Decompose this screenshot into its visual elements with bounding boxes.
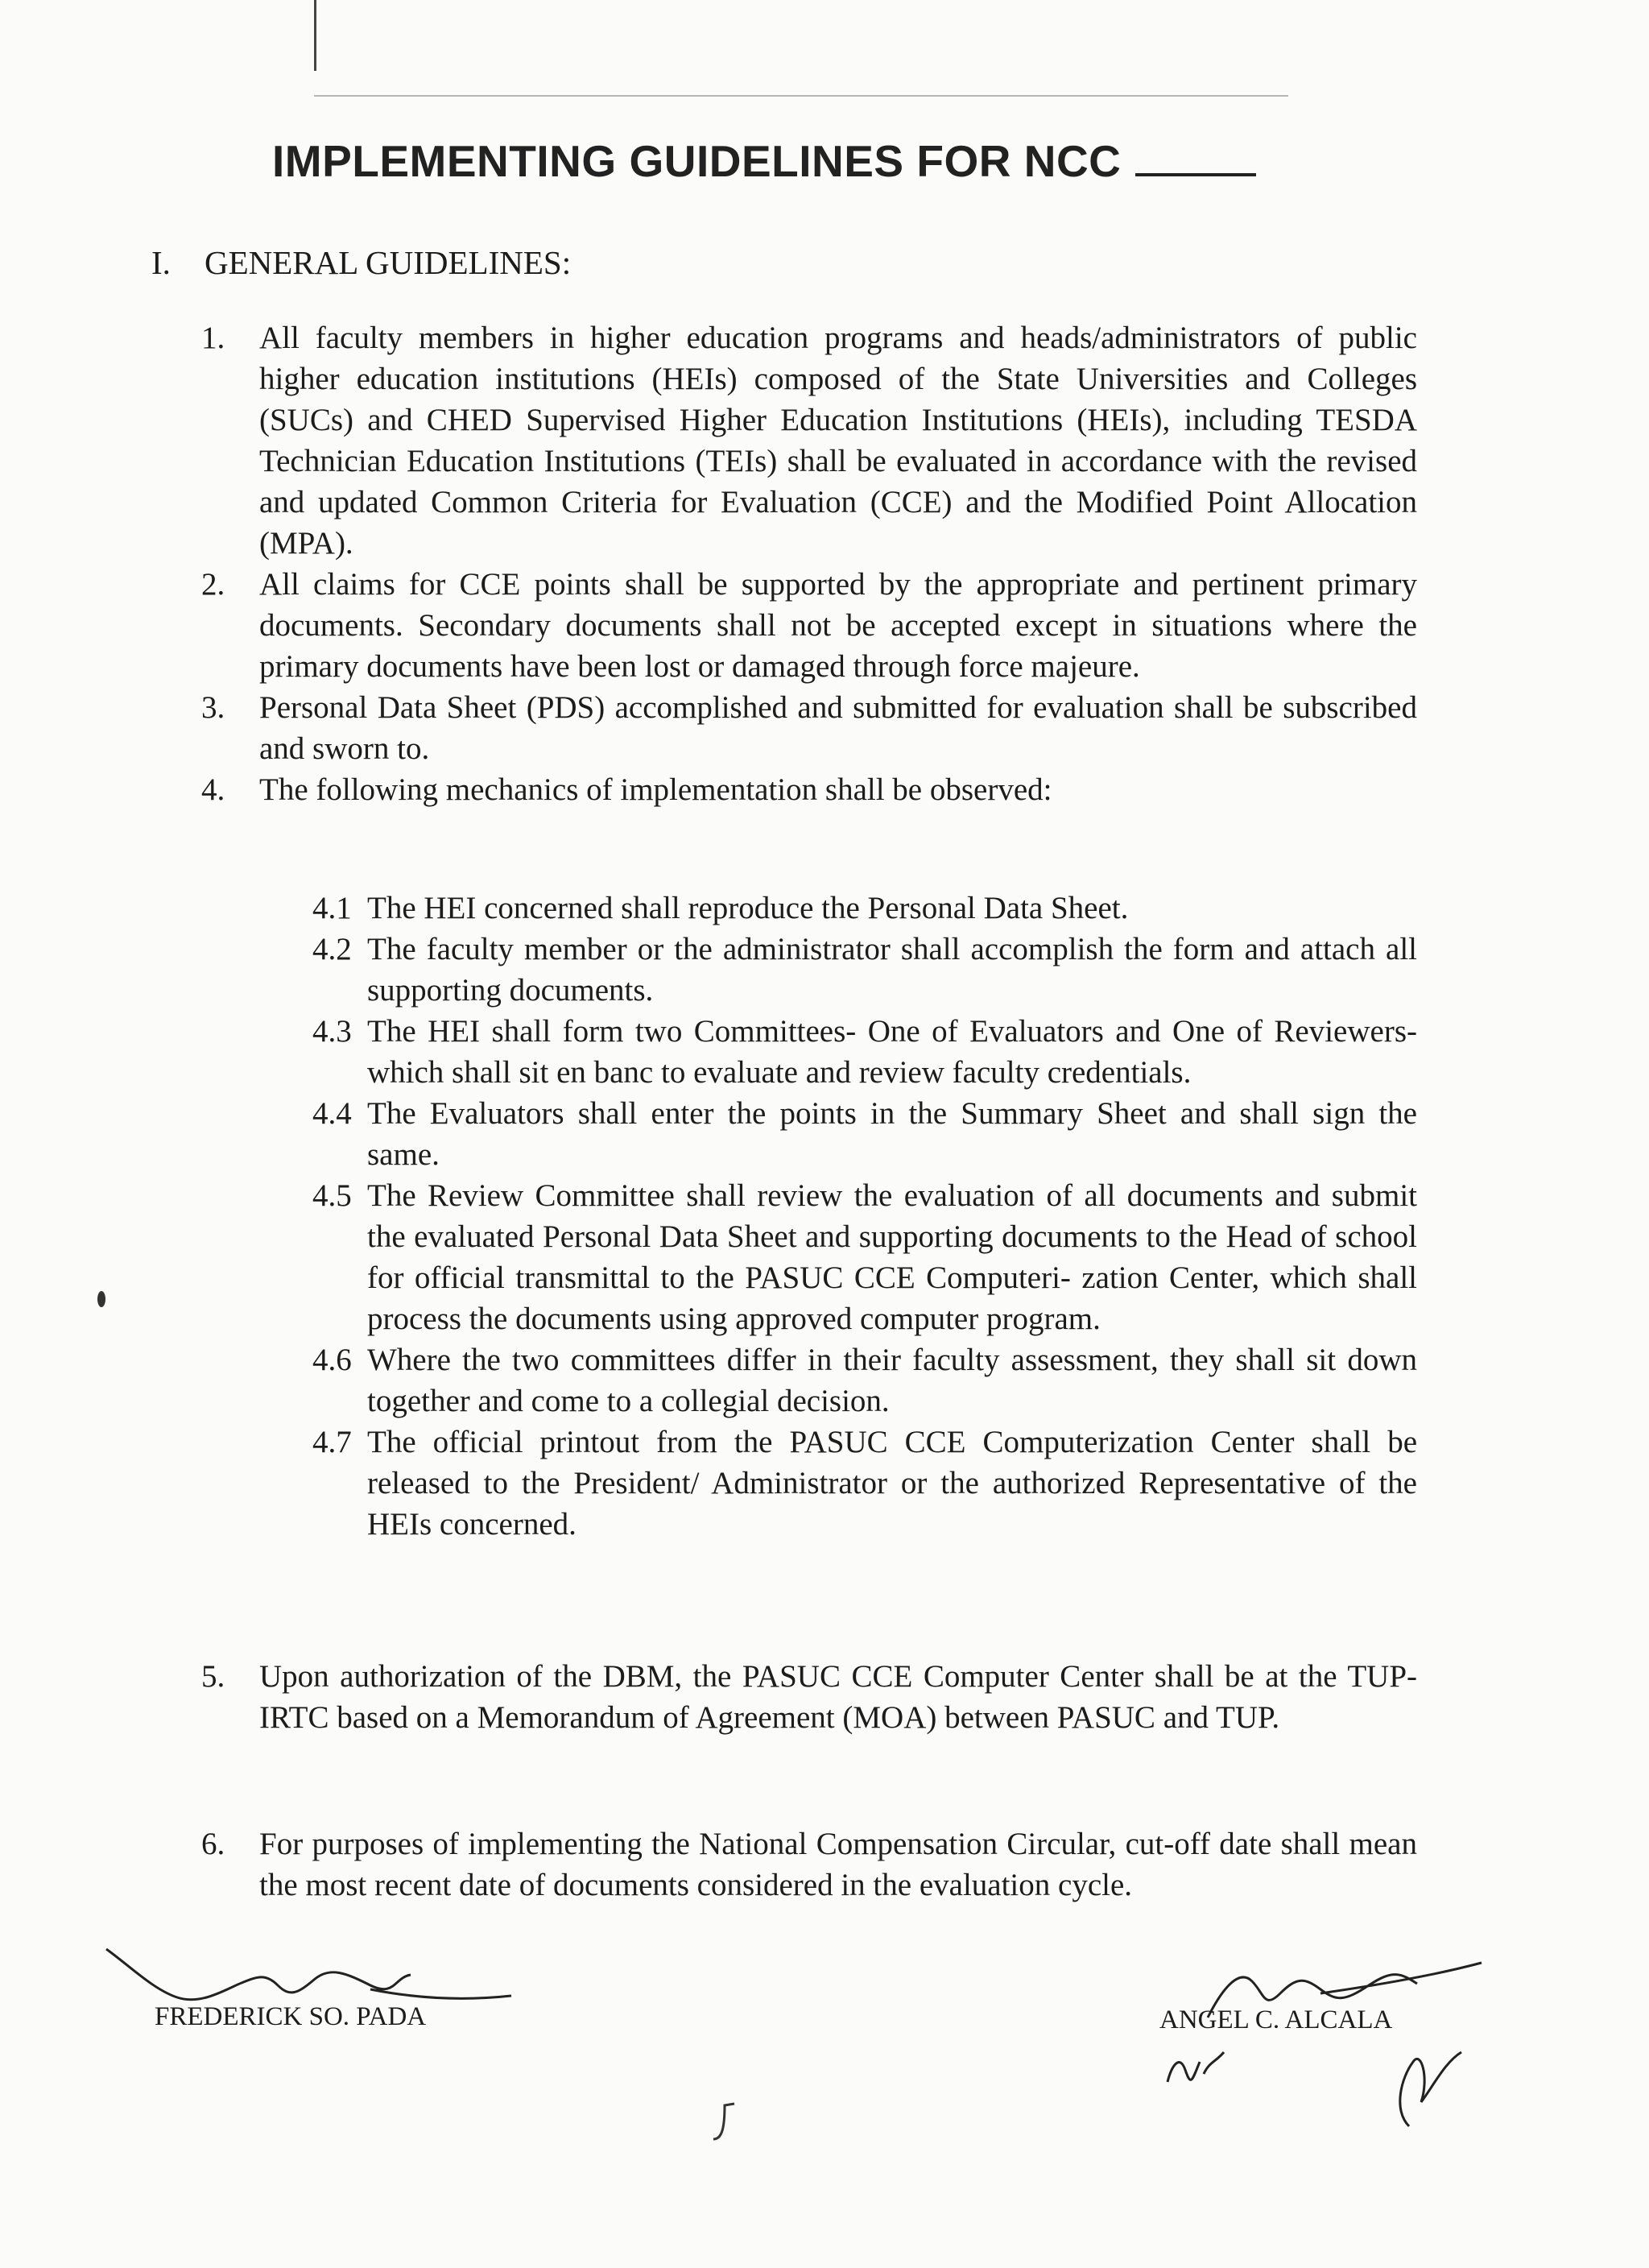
item-text: All faculty members in higher education programs and heads/administrators of public higher education institutions (HEIs) composed of the State Universities and Colleges (SUCs) and CHED Supervised Higher Education Institutions (HEIs), including TESDA Technician Education Institutions (TEIs) shall be evaluated in accordance with the revised and updated Common Criteria for Evaluation (CCE) and the Modified Point Allocation (MPA). <box>259 321 1417 561</box>
item-number: 4. <box>201 772 225 807</box>
sub-number: 4.7 <box>312 1425 352 1459</box>
sub-text: The HEI concerned shall reproduce the Personal Data Sheet. <box>367 891 1129 925</box>
sub-text: Where the two committees differ in their faculty assessment, they shall sit down together and come to a collegial decision. <box>367 1343 1417 1418</box>
item-text: Personal Data Sheet (PDS) accomplished and submitted for evaluation shall be subscribed and sworn to. <box>259 690 1417 766</box>
scan-artifact-line <box>314 0 316 71</box>
scan-artifact-rule <box>314 95 1288 97</box>
sub-number: 4.3 <box>312 1014 352 1049</box>
item-number: 2. <box>201 567 225 602</box>
sub-text: The Review Committee shall review the evaluation of all documents and submit the evaluated Personal Data Sheet and supporting documents to the Head of school for official transmittal to the PASUC CCE Computeri- zation Center, which shall process the documents using approved computer program. <box>367 1178 1417 1336</box>
left-signatory-name: FREDERICK SO. PADA <box>155 2002 427 2031</box>
guideline-item <box>201 564 1417 687</box>
item-number: 1. <box>201 321 225 355</box>
sub-number: 4.4 <box>312 1096 352 1131</box>
title-blank-line <box>1135 136 1256 176</box>
sub-number: 4.1 <box>312 891 352 925</box>
sub-text: The faculty member or the administrator shall accomplish the form and attach all supporting documents. <box>367 932 1417 1008</box>
item-text: Upon authorization of the DBM, the PASUC CCE Computer Center shall be at the TUP-IRTC based on a Memorandum of Agreement (MOA) between PASUC and TUP. <box>259 1659 1417 1735</box>
sub-number: 4.6 <box>312 1343 352 1377</box>
item-text: All claims for CCE points shall be supported by the appropriate and pertinent primary documents. Secondary documents shall not be accepted except in situations where the primary documents have been lost or damaged through force majeure. <box>259 567 1417 684</box>
document-title <box>272 135 1256 187</box>
mechanics-item <box>201 1175 1417 1339</box>
mechanics-item <box>201 1093 1417 1175</box>
mechanics-item <box>201 1011 1417 1093</box>
guideline-item-6-block <box>201 1823 1417 1906</box>
margin-speck <box>93 1287 110 1311</box>
sub-text: The official printout from the PASUC CCE Computerization Center shall be released to the President/ Administrator or the authorized Representative of the HEIs concerned. <box>367 1425 1417 1542</box>
sub-text: The HEI shall form two Committees- One of Evaluators and One of Reviewers- which shall sit en banc to evaluate and review faculty credentials. <box>367 1014 1417 1090</box>
mechanics-item <box>201 1422 1417 1545</box>
initials-mark-right <box>1385 2046 1473 2134</box>
mechanics-item <box>201 888 1417 929</box>
guideline-item <box>201 317 1417 564</box>
section-numeral: I. <box>151 244 171 281</box>
document-title-text: IMPLEMENTING GUIDELINES FOR NCC <box>272 136 1122 186</box>
mechanics-item <box>201 929 1417 1011</box>
center-check-mark <box>709 2097 741 2146</box>
item-text: For purposes of implementing the National Compensation Circular, cut-off date shall mean the most recent date of documents considered in the evaluation cycle. <box>259 1827 1417 1902</box>
item-number: 3. <box>201 690 225 725</box>
item-text: The following mechanics of implementation shall be observed: <box>259 772 1052 807</box>
guidelines-list <box>201 317 1417 810</box>
sub-number: 4.2 <box>312 932 352 966</box>
guideline-item <box>201 687 1417 769</box>
item-number: 6. <box>201 1827 225 1861</box>
item-number: 5. <box>201 1659 225 1694</box>
sub-text: The Evaluators shall enter the points in the Summary Sheet and shall sign the same. <box>367 1096 1417 1172</box>
section-heading-text: GENERAL GUIDELINES: <box>205 244 572 281</box>
mechanics-item <box>201 1339 1417 1422</box>
initials-mark-left <box>1159 2046 1232 2094</box>
sub-number: 4.5 <box>312 1178 352 1213</box>
guideline-item <box>201 769 1417 810</box>
mechanics-list <box>201 888 1417 1545</box>
right-signatory-name: ANGEL C. ALCALA <box>1159 2005 1393 2034</box>
guideline-item <box>201 1823 1417 1906</box>
section-heading <box>151 243 571 282</box>
guideline-item <box>201 1656 1417 1738</box>
guideline-item-5-block <box>201 1656 1417 1738</box>
